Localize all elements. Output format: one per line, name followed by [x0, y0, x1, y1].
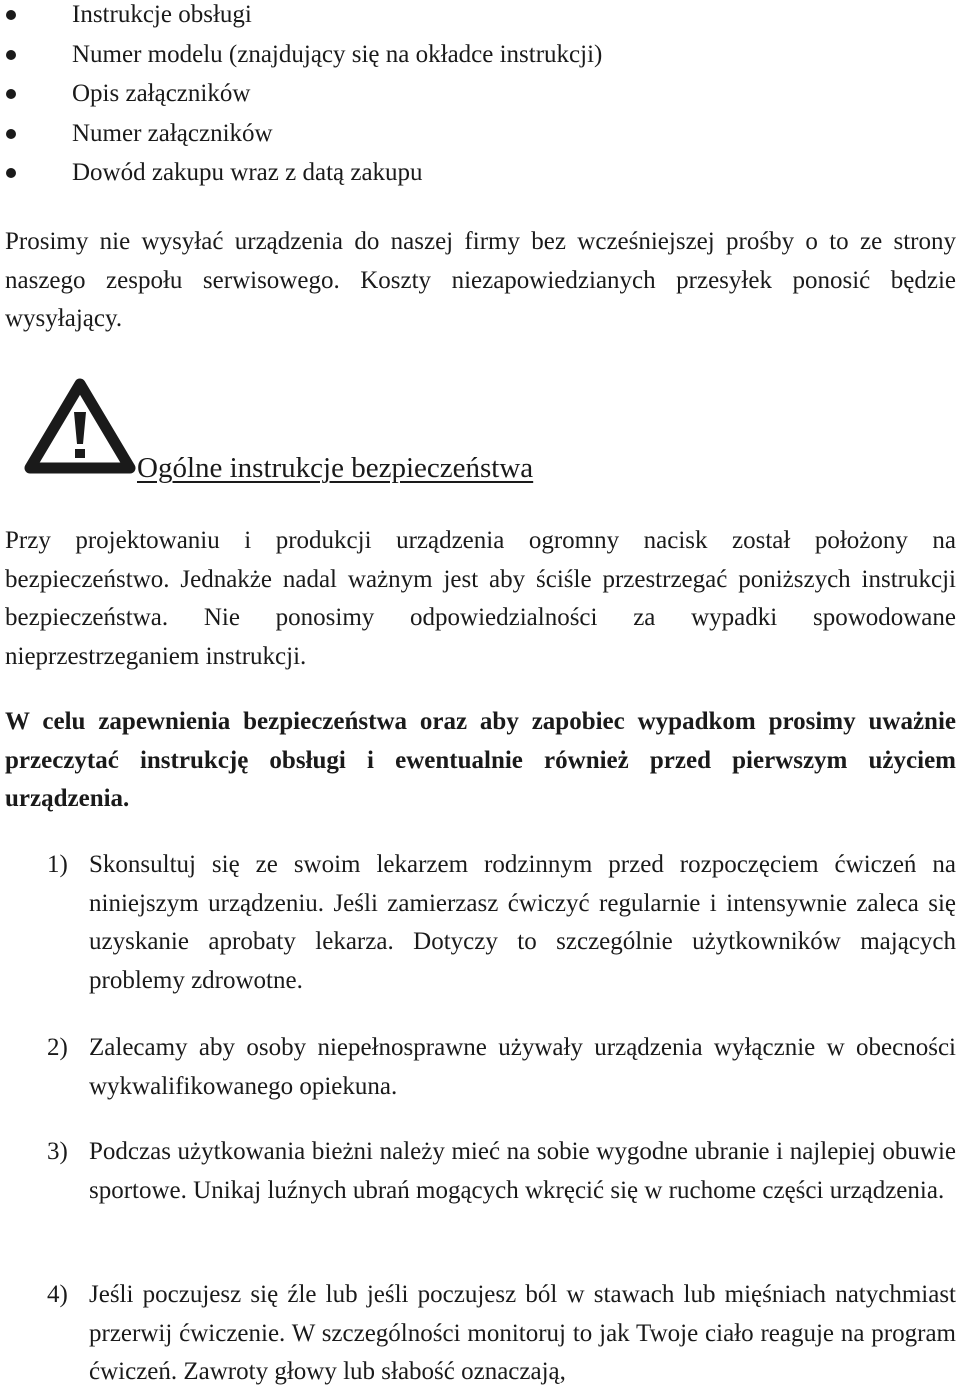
item-text: Skonsultuj się ze swoim lekarzem rodzinnym przed rozpoczęciem ćwiczeń na niniejszym urządzeniu. Jeśli zamierzasz ćwiczyć regularnie i intensywnie zaleca się uzyskanie aprobaty lekarza. Dotyczy to szczególnie użytkowników mających problemy zdrowotne.: [89, 851, 956, 994]
item-number: 1): [47, 851, 68, 878]
list-item-text: Opis załączników: [72, 80, 251, 107]
list-item-text: Numer załączników: [72, 119, 273, 147]
list-item-text: Dowód zakupu wraz z datą zakupu: [72, 159, 423, 186]
list-item: [0, 74, 960, 114]
item-number: 4): [47, 1281, 68, 1308]
item-text: Podczas użytkowania bieżni należy mieć na sobie wygodne ubranie i najlepiej obuwie sportowe. Unikaj luźnych ubrań mogących wkręcić się w ruchome części urządzenia.: [89, 1138, 956, 1204]
section-title: Ogólne instrukcje bezpieczeństwa: [137, 452, 534, 484]
warning-triangle-icon: [24, 378, 136, 476]
bullet-dot-icon: [6, 129, 16, 139]
bold-warning-paragraph: W celu zapewnienia bezpieczeństwa oraz aby zapobiec wypadkom prosimy uważnie przeczytać instrukcję obsługi i ewentualnie również przed pierwszym użyciem urządzenia.: [5, 708, 956, 812]
list-item-text: Instrukcje obsługi: [72, 1, 252, 28]
list-item: [0, 153, 960, 193]
list-item: [0, 0, 960, 35]
bullet-dot-icon: [6, 50, 16, 60]
list-item: [0, 35, 960, 75]
item-number: 2): [47, 1034, 68, 1061]
list-item-text: Numer modelu (znajdujący się na okładce instrukcji): [72, 40, 603, 68]
item-text: Zalecamy aby osoby niepełnosprawne używały urządzenia wyłącznie w obecności wykwalifikowanego opiekuna.: [89, 1034, 956, 1100]
required-items-list: [0, 0, 960, 193]
bullet-dot-icon: [6, 168, 16, 178]
list-item: [0, 114, 960, 154]
item-text: Jeśli poczujesz się źle lub jeśli poczujesz ból w stawach lub mięśniach natychmiast przerwij ćwiczenie. W szczególności monitoruj to jak Twoje ciało reaguje na program ćwiczeń. Zawroty głowy lub słabość oznaczają,: [89, 1281, 956, 1385]
shipping-paragraph: Prosimy nie wysyłać urządzenia do naszej firmy bez wcześniejszej prośby o to ze strony naszego zespołu serwisowego. Koszty niezapowiedzianych przesyłek ponosić będzie wysyłający.: [5, 228, 956, 332]
intro-paragraph: Przy projektowaniu i produkcji urządzenia ogromny nacisk został położony na bezpieczeństwo. Jednakże nadal ważnym jest aby ściśle przestrzegać poniższych instrukcji bezpieczeństwa. Nie ponosimy odpowiedzialności za wypadki spowodowane nieprzestrzeganiem instrukcji.: [5, 527, 956, 670]
bullet-dot-icon: [6, 89, 16, 99]
bullet-dot-icon: [6, 10, 16, 20]
item-number: 3): [47, 1138, 68, 1165]
